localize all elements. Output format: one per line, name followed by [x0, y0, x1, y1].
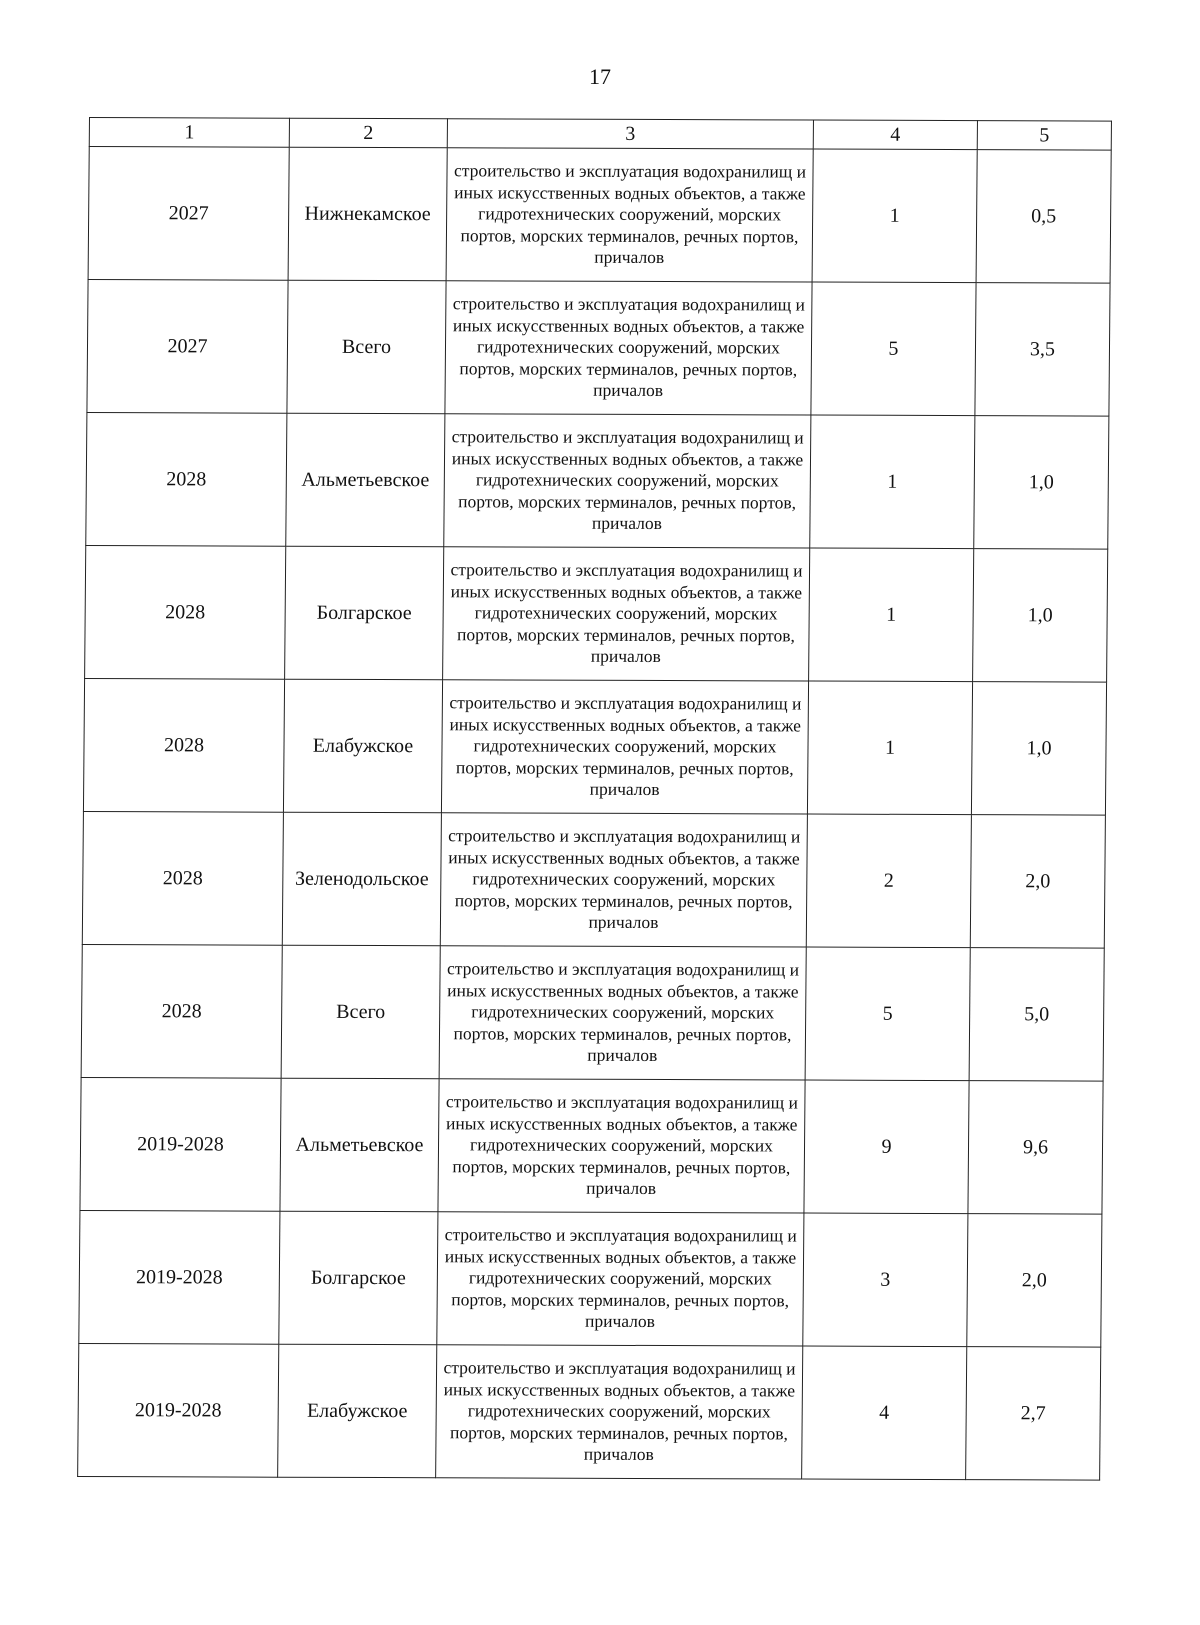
page-number: 17 — [589, 64, 611, 89]
region-cell: Нижнекамское — [288, 147, 447, 281]
value-cell: 0,5 — [976, 150, 1111, 283]
count-cell: 5 — [805, 947, 970, 1081]
count-cell: 3 — [803, 1213, 968, 1347]
year-cell: 2028 — [82, 811, 283, 945]
description-cell: строительство и эксплуатация водохранилищ и иных искусственных водных объектов, а также гидротехнических сооружений, морских портов, морских терминалов, речных портов, причалов — [445, 281, 812, 415]
region-cell: Болгарское — [285, 546, 444, 680]
year-cell: 2028 — [86, 412, 287, 546]
region-cell: Альметьевское — [280, 1078, 439, 1212]
count-cell: 5 — [811, 282, 976, 416]
count-cell: 2 — [806, 814, 971, 948]
count-cell: 4 — [802, 1346, 967, 1480]
description-cell: строительство и эксплуатация водохранилищ и иных искусственных водных объектов, а также гидротехнических сооружений, морских портов, морских терминалов, речных портов, причалов — [441, 680, 808, 814]
table-row — [87, 280, 1110, 417]
description-cell: строительство и эксплуатация водохранилищ и иных искусственных водных объектов, а также гидротехнических сооружений, морских портов, морских терминалов, речных портов, причалов — [446, 148, 813, 282]
description-cell: строительство и эксплуатация водохранилищ и иных искусственных водных объектов, а также гидротехнических сооружений, морских портов, морских терминалов, речных портов, причалов — [443, 547, 810, 681]
table-row — [81, 944, 1104, 1081]
value-cell: 9,6 — [968, 1081, 1103, 1214]
description-cell: строительство и эксплуатация водохранилищ и иных искусственных водных объектов, а также гидротехнических сооружений, морских портов, морских терминалов, речных портов, причалов — [440, 813, 807, 947]
value-cell: 2,0 — [967, 1214, 1102, 1347]
value-cell: 2,0 — [970, 815, 1105, 948]
region-cell: Елабужское — [283, 679, 442, 813]
value-cell: 1,0 — [973, 549, 1108, 682]
count-cell: 1 — [810, 415, 975, 549]
region-cell: Альметьевское — [286, 413, 445, 547]
year-cell: 2019-2028 — [78, 1343, 279, 1477]
year-cell: 2028 — [85, 545, 286, 679]
year-cell: 2028 — [83, 678, 284, 812]
count-cell: 1 — [812, 149, 977, 283]
table-row — [80, 1077, 1103, 1214]
region-cell: Елабужское — [278, 1344, 437, 1478]
description-cell: строительство и эксплуатация водохранилищ и иных искусственных водных объектов, а также гидротехнических сооружений, морских портов, морских терминалов, речных портов, причалов — [444, 414, 811, 548]
year-cell: 2019-2028 — [80, 1077, 281, 1211]
description-cell: строительство и эксплуатация водохранилищ и иных искусственных водных объектов, а также гидротехнических сооружений, морских портов, морских терминалов, речных портов, причалов — [437, 1212, 804, 1346]
region-cell: Болгарское — [279, 1211, 438, 1345]
header-col-4: 4 — [813, 120, 977, 150]
description-cell: строительство и эксплуатация водохранилищ и иных искусственных водных объектов, а также гидротехнических сооружений, морских портов, морских терминалов, речных портов, причалов — [438, 1079, 805, 1213]
header-col-5: 5 — [977, 121, 1111, 150]
table-row — [85, 545, 1108, 682]
year-cell: 2019-2028 — [79, 1210, 280, 1344]
table-row — [86, 412, 1109, 549]
region-cell: Зеленодольское — [282, 812, 441, 946]
year-cell: 2027 — [88, 147, 289, 281]
value-cell: 1,0 — [974, 416, 1109, 549]
year-cell: 2027 — [87, 280, 288, 414]
region-cell: Всего — [287, 280, 446, 414]
value-cell: 1,0 — [971, 682, 1106, 815]
table-row — [79, 1210, 1102, 1347]
value-cell: 2,7 — [966, 1347, 1101, 1480]
data-table — [77, 117, 1112, 1481]
table-header-row — [89, 118, 1111, 151]
count-cell: 9 — [804, 1080, 969, 1214]
header-col-1: 1 — [89, 118, 289, 148]
year-cell: 2028 — [81, 944, 282, 1078]
table-row — [78, 1343, 1101, 1480]
table-row — [82, 811, 1105, 948]
description-cell: строительство и эксплуатация водохранилищ и иных искусственных водных объектов, а также гидротехнических сооружений, морских портов, морских терминалов, речных портов, причалов — [436, 1345, 803, 1479]
region-cell: Всего — [281, 945, 440, 1079]
value-cell: 5,0 — [969, 948, 1104, 1081]
description-cell: строительство и эксплуатация водохранилищ и иных искусственных водных объектов, а также гидротехнических сооружений, морских портов, морских терминалов, речных портов, причалов — [439, 946, 806, 1080]
header-col-2: 2 — [289, 118, 447, 148]
table-row — [83, 678, 1106, 815]
count-cell: 1 — [809, 548, 974, 682]
table-row — [88, 147, 1111, 284]
count-cell: 1 — [807, 681, 972, 815]
header-col-3: 3 — [447, 119, 813, 149]
value-cell: 3,5 — [975, 283, 1110, 416]
